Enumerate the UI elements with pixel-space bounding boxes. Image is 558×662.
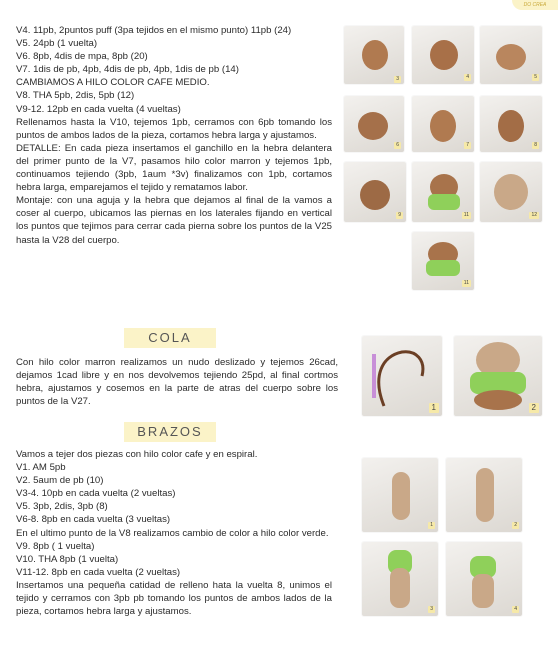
photo-number: 3: [430, 606, 433, 612]
legs-line: Montaje: con una aguja y la hebra que dejamos al final de la vamos a coser al cuerpo, ubicamos las piernas en los laterales fijando en vertical los puntos que tejimos para cerrar cada pierna sobre los puntos de la V25 hasta la V28 del cuerpo.: [16, 195, 332, 246]
legs-instructions: [16, 24, 332, 247]
photo-number: 1: [429, 403, 439, 413]
photo-number: 4: [466, 74, 469, 80]
photo-number: 7: [466, 142, 469, 148]
brazos-line: En el ultimo punto de la V8 realizamos cambio de color a hilo color verde.: [16, 527, 329, 539]
legs-line: V8. THA 5pb, 2dis, 5pb (12): [16, 90, 135, 102]
step-photo: [412, 232, 474, 290]
brazos-line: V3-4. 10pb en cada vuelta (2 vueltas): [16, 488, 176, 500]
step-photo: [454, 336, 542, 416]
legs-line: V4. 11pb, 2puntos puff (3pa tejidos en el mismo punto) 11pb (24): [16, 25, 292, 36]
step-photo: [480, 26, 542, 84]
step-photo: [412, 26, 474, 84]
brazos-line: V10. THA 8pb (1 vuelta): [16, 553, 119, 565]
photo-number: 1: [430, 522, 433, 528]
step-photo: [480, 96, 542, 152]
legs-line: CAMBIAMOS A HILO COLOR CAFE MEDIO.: [16, 77, 210, 89]
photo-number: 5: [534, 74, 537, 80]
brazos-line: V1. AM 5pb: [16, 462, 66, 474]
legs-line: DETALLE: En cada pieza insertamos el ganchillo en la hebra delantera del primer punto de la V7, pasamos hilo color marron y tejemos 1pb, continuamos tejiendo (3pb, 1aum *3v) finalizamos con 1pb, cortamos hebra larga, emparejamos el tejido y rematamos labor.: [16, 142, 332, 194]
legs-line: V5. 24pb (1 vuelta): [16, 38, 98, 50]
brazos-line: V2. 5aum de pb (10): [16, 475, 104, 487]
brazos-line: Insertamos una pequeña catidad de relleno hata la vuelta 8, unimos el tejido y cerramos con 3pb pb tomando los puntos de ambos lados de la pieza, cortamos hebra larga y ajustamos.: [16, 579, 332, 618]
photo-number: 2: [514, 522, 517, 528]
legs-line: Rellenamos hasta la V10, tejemos 1pb, cerramos con 6pb tomando los puntos de ambos lados de la pieza, cortamos hebra larga y ajustamos.: [16, 116, 332, 141]
section-heading-brazos: BRAZOS: [124, 422, 216, 442]
photo-number: 12: [531, 212, 537, 218]
brazos-line: V5. 3pb, 2dis, 3pb (8): [16, 501, 108, 513]
photo-caption-strip: [344, 70, 404, 86]
section-heading-cola: COLA: [124, 328, 216, 348]
brazos-line: Vamos a tejer dos piezas con hilo color cafe y en espiral.: [16, 449, 258, 460]
step-photo: [412, 162, 474, 222]
photo-number: 9: [398, 212, 401, 218]
tail-chain: [379, 352, 423, 406]
brazos-line: V9. 8pb ( 1 vuelta): [16, 540, 95, 552]
legs-line: V9-12. 12pb en cada vuelta (4 vueltas): [16, 103, 181, 115]
cola-line: Con hilo color marron realizamos un nudo deslizado y tejemos 26cad, dejamos 1cad libre y en nos devolvemos tejiendo 25pd, al final cortmos hebra, ajustamos y cosemos en la parte de atras del cuerpo sobre los puntos de la V27.: [16, 357, 338, 408]
crochet-hook: [372, 354, 376, 398]
step-photo: [362, 542, 438, 616]
step-photo: [344, 96, 404, 152]
photo-number: 4: [514, 606, 517, 612]
legs-line: V6. 8pb, 4dis de mpa, 8pb (20): [16, 51, 148, 63]
step-photo: [412, 96, 474, 152]
brand-logo: DO CREA: [512, 0, 558, 10]
step-photo: [344, 162, 406, 222]
step-photo: [446, 542, 522, 616]
cola-instructions: [16, 356, 338, 408]
brazos-line: V11-12. 8pb en cada vuelta (2 vueltas): [16, 566, 181, 578]
brazos-instructions: [16, 448, 332, 618]
step-photo: [446, 458, 522, 532]
photo-number: 2: [529, 403, 539, 413]
photo-number: 11: [463, 280, 469, 286]
step-photo: [362, 336, 442, 416]
legs-line: V7. 1dis de pb, 4pb, 4dis de pb, 4pb, 1dis de pb (14): [16, 64, 239, 76]
photo-number: 11: [463, 212, 469, 218]
photo-number: 6: [396, 142, 399, 148]
brazos-line: V6-8. 8pb en cada vuelta (3 vueltas): [16, 514, 171, 526]
step-photo: [480, 162, 542, 222]
photo-number: 8: [534, 142, 537, 148]
step-photo: [362, 458, 438, 532]
photo-number: 3: [396, 76, 399, 82]
